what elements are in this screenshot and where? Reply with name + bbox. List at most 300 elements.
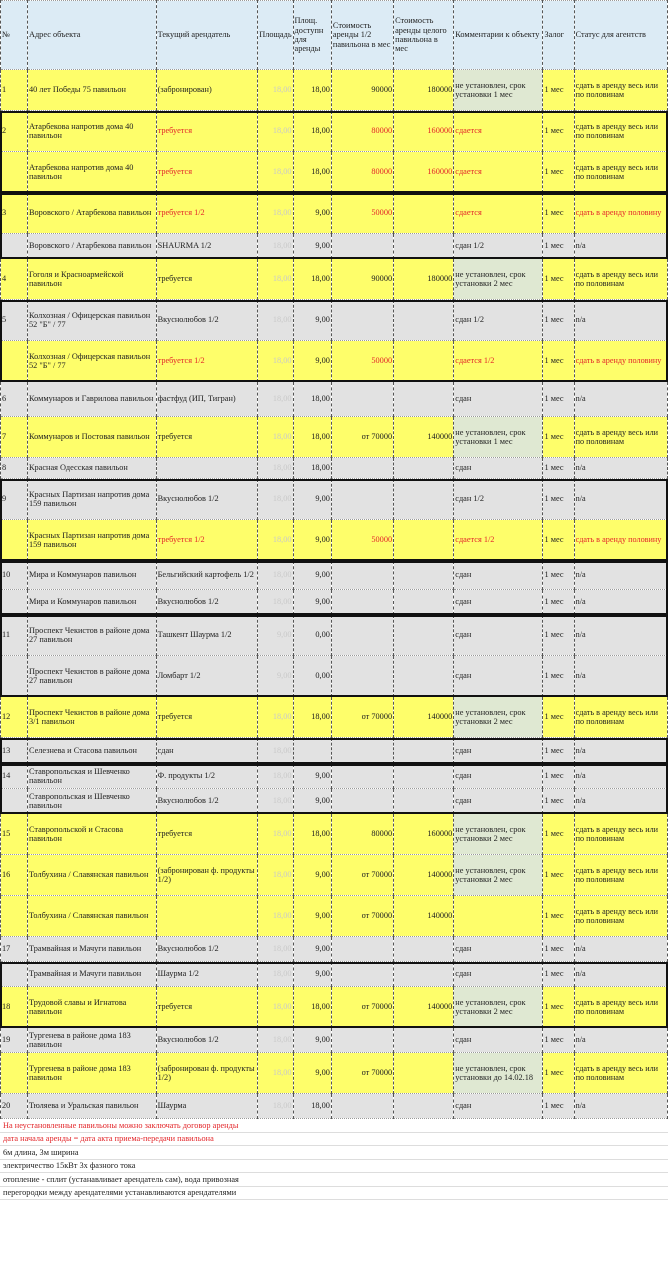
row-status: n/a — [574, 479, 667, 520]
row-tenant: Ломбарт 1/2 — [156, 656, 258, 697]
header-address: Адрес объекта — [27, 1, 156, 70]
row-comment: сдан — [454, 561, 543, 590]
row-full-price — [394, 479, 454, 520]
row-tenant: Ташкент Шаурма 1/2 — [156, 615, 258, 656]
row-full-price: 140000 — [394, 855, 454, 896]
row-tenant: требуется — [156, 814, 258, 855]
row-deposit: 1 мес — [543, 764, 574, 789]
row-tenant: Вкуснолюбов 1/2 — [156, 1028, 258, 1053]
row-address: Коммунаров и Постовая павильон — [27, 417, 156, 458]
table-row — [1, 300, 668, 341]
row-status: сдать в аренду половину — [574, 193, 667, 234]
row-deposit: 1 мес — [543, 896, 574, 937]
row-tenant: требуется 1/2 — [156, 341, 258, 382]
row-tenant: Шаурма 1/2 — [156, 962, 258, 987]
row-half-price: от 70000 — [331, 417, 393, 458]
row-half-price: 80000 — [331, 814, 393, 855]
row-status: сдать в аренду весь или по половинам — [574, 855, 667, 896]
row-deposit: 1 мес — [543, 259, 574, 300]
header-full-price: Стоимость аренды целого павильона в мес — [394, 1, 454, 70]
row-area: 18,00 — [258, 896, 293, 937]
row-address: Трудовой славы и Игнатова павильон — [27, 987, 156, 1028]
row-number: 13 — [1, 738, 28, 764]
row-available: 9,00 — [293, 789, 331, 814]
table-row — [1, 615, 668, 656]
row-tenant: требуется — [156, 111, 258, 152]
header-available: Площ. доступн для аренды — [293, 1, 331, 70]
row-status: сдать в аренду половину — [574, 520, 667, 561]
row-comment: сдан — [454, 738, 543, 764]
row-full-price — [394, 458, 454, 479]
row-number: 7 — [1, 417, 28, 458]
row-address: Мира и Коммунаров павильон — [27, 590, 156, 615]
row-half-price — [331, 1028, 393, 1053]
row-status: n/a — [574, 1028, 667, 1053]
row-number — [1, 896, 28, 937]
row-available: 9,00 — [293, 341, 331, 382]
row-comment: сдан 1/2 — [454, 300, 543, 341]
note-row — [0, 1146, 668, 1160]
row-number: 10 — [1, 561, 28, 590]
row-address: Толбухина / Славянская павильон — [27, 855, 156, 896]
row-status: сдать в аренду весь или по половинам — [574, 417, 667, 458]
row-half-price — [331, 937, 393, 962]
row-half-price — [331, 1094, 393, 1119]
row-full-price — [394, 341, 454, 382]
row-half-price: 90000 — [331, 70, 393, 111]
row-number: 4 — [1, 259, 28, 300]
row-tenant: Вкуснолюбов 1/2 — [156, 590, 258, 615]
row-available: 0,00 — [293, 615, 331, 656]
row-area: 9,00 — [258, 656, 293, 697]
row-comment: сдан — [454, 615, 543, 656]
row-tenant: Бельгийский картофель 1/2 — [156, 561, 258, 590]
table-row — [1, 1053, 668, 1094]
row-deposit: 1 мес — [543, 152, 574, 193]
row-full-price — [394, 300, 454, 341]
row-address: Толбухина / Славянская павильон — [27, 896, 156, 937]
row-full-price — [394, 937, 454, 962]
row-deposit: 1 мес — [543, 561, 574, 590]
row-address: Ставропольской и Стасова павильон — [27, 814, 156, 855]
row-address: Мира и Коммунаров павильон — [27, 561, 156, 590]
row-full-price — [394, 738, 454, 764]
row-available: 18,00 — [293, 259, 331, 300]
table-row — [1, 479, 668, 520]
row-address: Проспект Чекистов в районе дома 27 павильон — [27, 656, 156, 697]
row-address: Красная Одесская павильон — [27, 458, 156, 479]
row-full-price: 160000 — [394, 111, 454, 152]
row-address: Красных Партизан напротив дома 159 павильон — [27, 479, 156, 520]
row-area: 18,00 — [258, 417, 293, 458]
row-comment: сдан — [454, 962, 543, 987]
row-tenant: Вкуснолюбов 1/2 — [156, 937, 258, 962]
row-area: 18,00 — [258, 738, 293, 764]
row-available: 0,00 — [293, 656, 331, 697]
row-number: 17 — [1, 937, 28, 962]
row-number: 5 — [1, 300, 28, 341]
row-available: 18,00 — [293, 417, 331, 458]
row-half-price — [331, 479, 393, 520]
row-deposit: 1 мес — [543, 987, 574, 1028]
row-number — [1, 590, 28, 615]
row-half-price: от 70000 — [331, 1053, 393, 1094]
header-deposit: Залог — [543, 1, 574, 70]
row-tenant: (забронирован ф. продукты 1/2) — [156, 855, 258, 896]
note-row — [0, 1173, 668, 1187]
row-status: сдать в аренду весь или по половинам — [574, 896, 667, 937]
row-half-price — [331, 656, 393, 697]
row-deposit: 1 мес — [543, 300, 574, 341]
row-number: 6 — [1, 382, 28, 417]
row-deposit: 1 мес — [543, 937, 574, 962]
row-comment: не установлен, срок установки 1 мес — [454, 70, 543, 111]
row-half-price — [331, 234, 393, 259]
row-area: 18,00 — [258, 962, 293, 987]
row-number — [1, 656, 28, 697]
row-address: Колхозная / Офицерская павильон 52 "Б" / 77 — [27, 341, 156, 382]
row-area: 18,00 — [258, 1053, 293, 1094]
note-text: отопление - сплит (устанавливает арендатель сам), вода привозная — [0, 1173, 668, 1187]
row-comment: сдан — [454, 1094, 543, 1119]
row-comment: сдается — [454, 111, 543, 152]
row-full-price — [394, 193, 454, 234]
row-comment: сдан — [454, 656, 543, 697]
row-number: 9 — [1, 479, 28, 520]
row-comment: сдается 1/2 — [454, 341, 543, 382]
row-full-price — [394, 382, 454, 417]
row-half-price: 50000 — [331, 520, 393, 561]
row-number: 3 — [1, 193, 28, 234]
row-available: 9,00 — [293, 561, 331, 590]
row-deposit: 1 мес — [543, 656, 574, 697]
row-address: Трамвайная и Мачуги павильон — [27, 962, 156, 987]
table-row — [1, 417, 668, 458]
row-half-price — [331, 561, 393, 590]
table-row — [1, 70, 668, 111]
row-area: 18,00 — [258, 697, 293, 738]
row-area: 18,00 — [258, 789, 293, 814]
row-available: 9,00 — [293, 300, 331, 341]
row-deposit: 1 мес — [543, 615, 574, 656]
row-half-price — [331, 300, 393, 341]
row-full-price: 140000 — [394, 896, 454, 937]
row-deposit: 1 мес — [543, 962, 574, 987]
row-address: Гоголя и Красноармейской павильон — [27, 259, 156, 300]
row-comment: сдается 1/2 — [454, 520, 543, 561]
row-status: n/a — [574, 458, 667, 479]
row-area: 18,00 — [258, 1028, 293, 1053]
note-text: перегородки между арендателями устанавливаются арендателями — [0, 1186, 668, 1200]
table-row — [1, 697, 668, 738]
row-address: Трамвайная и Мачуги павильон — [27, 937, 156, 962]
row-number: 19 — [1, 1028, 28, 1053]
row-status: n/a — [574, 1094, 667, 1119]
row-status: сдать в аренду весь или по половинам — [574, 987, 667, 1028]
row-deposit: 1 мес — [543, 382, 574, 417]
row-available: 9,00 — [293, 193, 331, 234]
row-comment: не установлен, срок установки до 14.02.18 — [454, 1053, 543, 1094]
row-available: 9,00 — [293, 937, 331, 962]
row-tenant — [156, 458, 258, 479]
row-number: 14 — [1, 764, 28, 789]
row-tenant: Ф. продукты 1/2 — [156, 764, 258, 789]
row-area: 18,00 — [258, 234, 293, 259]
row-available: 18,00 — [293, 814, 331, 855]
row-available: 9,00 — [293, 896, 331, 937]
row-available — [293, 738, 331, 764]
row-area: 18,00 — [258, 764, 293, 789]
row-area: 18,00 — [258, 152, 293, 193]
row-full-price: 160000 — [394, 814, 454, 855]
row-available: 18,00 — [293, 458, 331, 479]
row-deposit: 1 мес — [543, 520, 574, 561]
row-status: сдать в аренду весь или по половинам — [574, 1053, 667, 1094]
row-half-price: от 70000 — [331, 896, 393, 937]
row-status: n/a — [574, 615, 667, 656]
row-available: 9,00 — [293, 764, 331, 789]
row-address: Проспект Чекистов в районе дома 27 павильон — [27, 615, 156, 656]
row-deposit: 1 мес — [543, 855, 574, 896]
row-number: 2 — [1, 111, 28, 152]
row-status: сдать в аренду весь или по половинам — [574, 697, 667, 738]
note-text: дата начала аренды = дата акта приема-передачи павильона — [0, 1132, 668, 1146]
row-deposit: 1 мес — [543, 417, 574, 458]
row-tenant: SHAURMA 1/2 — [156, 234, 258, 259]
row-comment: сдан — [454, 458, 543, 479]
row-status: n/a — [574, 300, 667, 341]
row-address: Красных Партизан напротив дома 159 павильон — [27, 520, 156, 561]
row-deposit: 1 мес — [543, 341, 574, 382]
row-tenant: сдан — [156, 738, 258, 764]
row-comment: сдается — [454, 193, 543, 234]
row-full-price — [394, 1094, 454, 1119]
row-full-price — [394, 764, 454, 789]
row-address: Селезнева и Стасова павильон — [27, 738, 156, 764]
row-status: n/a — [574, 738, 667, 764]
row-available: 18,00 — [293, 111, 331, 152]
row-available: 18,00 — [293, 152, 331, 193]
row-full-price — [394, 656, 454, 697]
note-text: На неустановленные павильоны можно заключать договор аренды — [0, 1119, 668, 1132]
row-area: 18,00 — [258, 987, 293, 1028]
row-status: сдать в аренду весь или по половинам — [574, 111, 667, 152]
table-row — [1, 738, 668, 764]
row-comment: не установлен, срок установки 2 мес — [454, 987, 543, 1028]
row-deposit: 1 мес — [543, 814, 574, 855]
row-number: 8 — [1, 458, 28, 479]
row-half-price — [331, 458, 393, 479]
row-number — [1, 962, 28, 987]
row-full-price: 140000 — [394, 987, 454, 1028]
row-comment: не установлен, срок установки 2 мес — [454, 259, 543, 300]
row-half-price: 50000 — [331, 341, 393, 382]
row-half-price: 80000 — [331, 111, 393, 152]
row-full-price — [394, 1028, 454, 1053]
row-tenant: требуется — [156, 987, 258, 1028]
row-full-price — [394, 615, 454, 656]
row-area: 18,00 — [258, 193, 293, 234]
row-comment: сдан 1/2 — [454, 479, 543, 520]
row-number: 12 — [1, 697, 28, 738]
row-status: n/a — [574, 234, 667, 259]
header-comment: Комментарии к объекту — [454, 1, 543, 70]
row-full-price: 180000 — [394, 259, 454, 300]
header-tenant: Текущий арендатель — [156, 1, 258, 70]
row-half-price — [331, 615, 393, 656]
row-tenant: Шаурма — [156, 1094, 258, 1119]
row-full-price — [394, 561, 454, 590]
row-comment: сдан — [454, 1028, 543, 1053]
row-available: 18,00 — [293, 987, 331, 1028]
row-available: 9,00 — [293, 520, 331, 561]
table-row — [1, 152, 668, 193]
row-number — [1, 234, 28, 259]
header-row — [1, 1, 668, 70]
row-address: Тюляева и Уральская павильон — [27, 1094, 156, 1119]
row-area: 18,00 — [258, 590, 293, 615]
row-address: Воровского / Атарбекова павильон — [27, 193, 156, 234]
row-status: сдать в аренду весь или по половинам — [574, 814, 667, 855]
row-full-price — [394, 1053, 454, 1094]
row-address: Атарбекова напротив дома 40 павильон — [27, 111, 156, 152]
row-area: 18,00 — [258, 458, 293, 479]
row-half-price — [331, 962, 393, 987]
table-row — [1, 520, 668, 561]
row-number — [1, 341, 28, 382]
table-row — [1, 789, 668, 814]
row-area: 18,00 — [258, 382, 293, 417]
row-comment: не установлен, срок установки 2 мес — [454, 814, 543, 855]
row-tenant: требуется — [156, 259, 258, 300]
row-half-price — [331, 764, 393, 789]
table-row — [1, 656, 668, 697]
table-row — [1, 814, 668, 855]
table-row — [1, 341, 668, 382]
row-deposit: 1 мес — [543, 458, 574, 479]
row-area: 18,00 — [258, 855, 293, 896]
table-row — [1, 937, 668, 962]
row-address: Тургенева в районе дома 183 павильон — [27, 1028, 156, 1053]
row-available: 18,00 — [293, 697, 331, 738]
row-deposit: 1 мес — [543, 479, 574, 520]
row-deposit: 1 мес — [543, 789, 574, 814]
row-available: 9,00 — [293, 1028, 331, 1053]
row-area: 18,00 — [258, 479, 293, 520]
header-status: Статус для агентств — [574, 1, 667, 70]
notes-block — [0, 1119, 668, 1200]
row-tenant: фастфуд (ИП, Тигран) — [156, 382, 258, 417]
row-full-price: 140000 — [394, 697, 454, 738]
row-half-price: от 70000 — [331, 987, 393, 1028]
row-tenant: Вкуснолюбов 1/2 — [156, 300, 258, 341]
row-area: 18,00 — [258, 341, 293, 382]
row-status: n/a — [574, 590, 667, 615]
row-available: 9,00 — [293, 234, 331, 259]
row-status: n/a — [574, 789, 667, 814]
row-available: 9,00 — [293, 1053, 331, 1094]
note-row — [0, 1186, 668, 1200]
row-comment — [454, 896, 543, 937]
row-status: сдать в аренду весь или по половинам — [574, 70, 667, 111]
row-number — [1, 152, 28, 193]
row-available: 18,00 — [293, 70, 331, 111]
row-tenant: требуется — [156, 152, 258, 193]
row-tenant: Вкуснолюбов 1/2 — [156, 479, 258, 520]
row-half-price — [331, 789, 393, 814]
note-row — [0, 1132, 668, 1146]
row-area: 18,00 — [258, 520, 293, 561]
row-number: 1 — [1, 70, 28, 111]
row-available: 9,00 — [293, 479, 331, 520]
row-deposit: 1 мес — [543, 234, 574, 259]
row-available: 9,00 — [293, 855, 331, 896]
row-deposit: 1 мес — [543, 111, 574, 152]
row-comment: не установлен, срок установки 2 мес — [454, 697, 543, 738]
row-area: 18,00 — [258, 259, 293, 300]
row-area: 18,00 — [258, 814, 293, 855]
row-comment: сдан — [454, 382, 543, 417]
row-tenant: (забронирован ф. продукты 1/2) — [156, 1053, 258, 1094]
row-full-price — [394, 590, 454, 615]
table-row — [1, 896, 668, 937]
row-status: n/a — [574, 382, 667, 417]
table-row — [1, 458, 668, 479]
row-full-price: 160000 — [394, 152, 454, 193]
row-half-price — [331, 382, 393, 417]
header-no: № — [1, 1, 28, 70]
row-number — [1, 1053, 28, 1094]
table-row — [1, 111, 668, 152]
row-number: 16 — [1, 855, 28, 896]
row-deposit: 1 мес — [543, 697, 574, 738]
table-row — [1, 962, 668, 987]
row-deposit: 1 мес — [543, 1094, 574, 1119]
row-deposit: 1 мес — [543, 590, 574, 615]
row-comment: сдан — [454, 590, 543, 615]
row-number: 11 — [1, 615, 28, 656]
row-comment: не установлен, срок установки 2 мес — [454, 855, 543, 896]
row-comment: сдан 1/2 — [454, 234, 543, 259]
row-comment: не установлен, срок установки 1 мес — [454, 417, 543, 458]
row-status: сдать в аренду весь или по половинам — [574, 152, 667, 193]
row-comment: сдается — [454, 152, 543, 193]
row-status: n/a — [574, 561, 667, 590]
row-address: Проспект Чекистов в районе дома 3/1 павильон — [27, 697, 156, 738]
row-comment: сдан — [454, 789, 543, 814]
row-full-price — [394, 520, 454, 561]
row-half-price: 80000 — [331, 152, 393, 193]
row-number — [1, 789, 28, 814]
row-available: 18,00 — [293, 1094, 331, 1119]
table-row — [1, 855, 668, 896]
table-row — [1, 1028, 668, 1053]
row-comment: сдан — [454, 937, 543, 962]
row-deposit: 1 мес — [543, 1053, 574, 1094]
row-status: n/a — [574, 656, 667, 697]
row-half-price — [331, 590, 393, 615]
row-half-price: 50000 — [331, 193, 393, 234]
row-full-price — [394, 962, 454, 987]
row-area: 9,00 — [258, 615, 293, 656]
row-full-price: 140000 — [394, 417, 454, 458]
row-address: Тургенева в районе дома 183 павильон — [27, 1053, 156, 1094]
header-half-price: Стоимость аренды 1/2 павильона в мес — [331, 1, 393, 70]
table-row — [1, 193, 668, 234]
row-address: Колхозная / Офицерская павильон 52 "Б" / 77 — [27, 300, 156, 341]
table-row — [1, 259, 668, 300]
row-deposit: 1 мес — [543, 1028, 574, 1053]
